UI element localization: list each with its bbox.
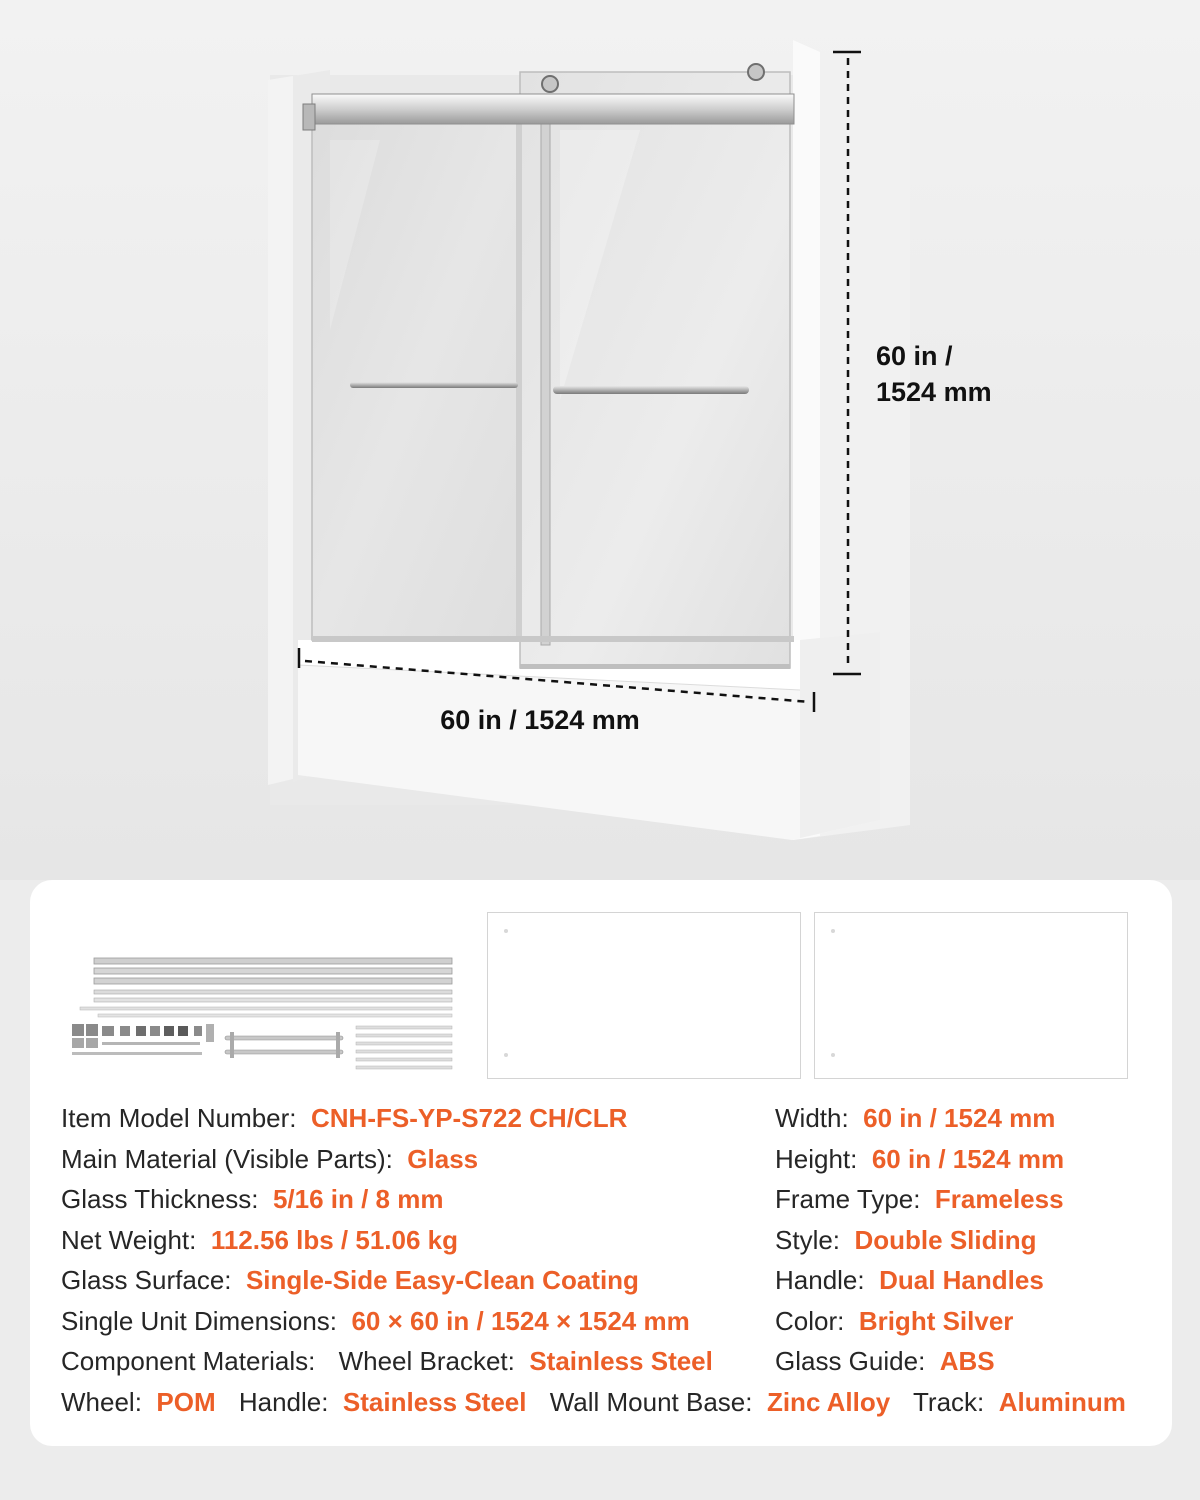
spec-label: Height: xyxy=(775,1144,858,1174)
spec-value: Aluminum xyxy=(998,1387,1126,1417)
spec-value: POM xyxy=(156,1387,216,1417)
spec-label: Handle: xyxy=(775,1265,865,1295)
spec-value: Frameless xyxy=(934,1184,1064,1214)
component-materials-title: Component Materials: xyxy=(61,1346,316,1376)
spec-value: 112.56 lbs / 51.06 kg xyxy=(210,1225,458,1255)
spec-single-unit-dimensions xyxy=(61,1304,690,1338)
spec-value: Single-Side Easy-Clean Coating xyxy=(245,1265,639,1295)
spec-component-materials-row2 xyxy=(61,1385,1126,1419)
glass-panel-image-2 xyxy=(814,912,1128,1079)
spec-value: Dual Handles xyxy=(879,1265,1044,1295)
spec-net-weight xyxy=(61,1223,458,1257)
spec-value: ABS xyxy=(939,1346,995,1376)
glass-panel-image-1 xyxy=(487,912,801,1079)
spec-label: Item Model Number: xyxy=(61,1103,297,1133)
hardware-kit-image xyxy=(60,952,460,1072)
spec-label: Frame Type: xyxy=(775,1184,921,1214)
spec-main-material xyxy=(61,1142,478,1176)
spec-label: Glass Thickness: xyxy=(61,1184,259,1214)
spec-value: Stainless Steel xyxy=(529,1346,713,1376)
spec-value: Bright Silver xyxy=(858,1306,1014,1336)
spec-value: Glass xyxy=(407,1144,479,1174)
spec-label: Glass Guide: xyxy=(775,1346,926,1376)
spec-label: Track: xyxy=(913,1387,985,1417)
spec-label: Glass Surface: xyxy=(61,1265,232,1295)
spec-color xyxy=(775,1304,1013,1338)
spec-style xyxy=(775,1223,1036,1257)
height-dimension-line2: 1524 mm xyxy=(876,377,992,407)
width-dimension-label: 60 in / 1524 mm xyxy=(440,705,640,735)
spec-label: Width: xyxy=(775,1103,849,1133)
spec-value: Double Sliding xyxy=(854,1225,1037,1255)
spec-label: Style: xyxy=(775,1225,841,1255)
spec-value: 5/16 in / 8 mm xyxy=(272,1184,444,1214)
height-dimension-line1: 60 in / xyxy=(876,341,953,371)
spec-label: Wheel Bracket: xyxy=(338,1346,515,1376)
spec-value: 60 × 60 in / 1524 × 1524 mm xyxy=(351,1306,690,1336)
spec-label: Main Material (Visible Parts): xyxy=(61,1144,393,1174)
spec-label: Handle: xyxy=(238,1387,329,1417)
spec-value: 60 in / 1524 mm xyxy=(863,1103,1056,1133)
spec-width xyxy=(775,1101,1055,1135)
spec-height xyxy=(775,1142,1064,1176)
spec-item-model-number xyxy=(61,1101,627,1135)
spec-label: Color: xyxy=(775,1306,845,1336)
spec-glass-thickness xyxy=(61,1182,443,1216)
spec-label: Net Weight: xyxy=(61,1225,197,1255)
spec-handle xyxy=(775,1263,1044,1297)
spec-value: Stainless Steel xyxy=(342,1387,527,1417)
spec-glass-surface xyxy=(61,1263,639,1297)
spec-label: Wall Mount Base: xyxy=(549,1387,753,1417)
spec-value: CNH-FS-YP-S722 CH/CLR xyxy=(310,1103,628,1133)
spec-label: Wheel: xyxy=(61,1387,142,1417)
spec-value: 60 in / 1524 mm xyxy=(871,1144,1065,1174)
spec-value: Zinc Alloy xyxy=(766,1387,891,1417)
spec-frame-type xyxy=(775,1182,1064,1216)
spec-component-materials xyxy=(61,1344,713,1378)
spec-glass-guide xyxy=(775,1344,995,1378)
spec-label: Single Unit Dimensions: xyxy=(61,1306,338,1336)
height-dimension-label xyxy=(876,338,1076,410)
